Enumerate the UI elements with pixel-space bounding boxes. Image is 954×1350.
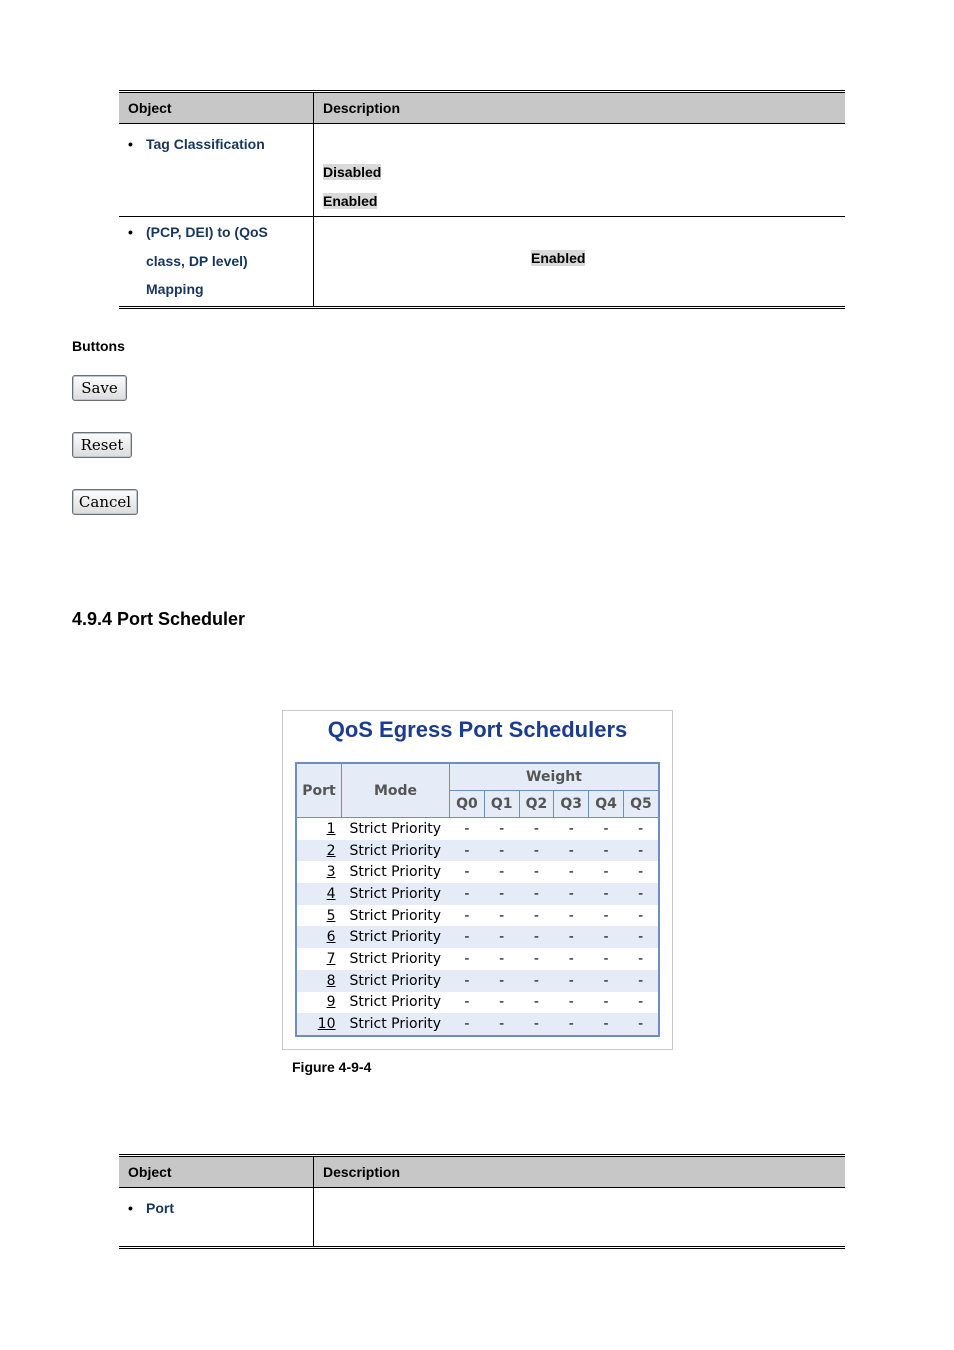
weight-cell: -: [623, 926, 659, 948]
weight-cell: -: [533, 820, 539, 837]
weight-cell: -: [484, 883, 519, 905]
table-row: [296, 818, 659, 840]
option-value: Enabled: [323, 193, 378, 209]
weight-cell: -: [499, 907, 505, 924]
object-column-header: Object: [119, 1156, 314, 1188]
port-link[interactable]: 5: [326, 907, 336, 924]
port-link[interactable]: 9: [326, 994, 336, 1011]
weight-cell: -: [623, 1013, 659, 1036]
mode-column-header: Mode: [342, 763, 450, 818]
figure-title: QoS Egress Port Schedulers: [327, 717, 628, 742]
bullet-icon: •: [128, 224, 133, 240]
weight-cell: -: [533, 950, 539, 967]
weight-cell: -: [603, 907, 609, 924]
weight-cell: -: [450, 840, 485, 862]
port-link[interactable]: 8: [296, 970, 342, 992]
weight-cell: -: [589, 1013, 624, 1036]
object-column-header: Object: [119, 92, 314, 124]
table-row: [296, 840, 659, 862]
weight-cell: -: [519, 970, 554, 992]
description-column-header: Description: [314, 92, 846, 124]
schedulers-table: [295, 762, 660, 1037]
weight-cell: -: [554, 1013, 589, 1036]
weight-cell: -: [533, 864, 539, 881]
weight-cell: -: [464, 907, 470, 924]
port-link[interactable]: 2: [296, 840, 342, 862]
bullet-icon: •: [128, 136, 133, 152]
weight-cell: -: [554, 926, 589, 948]
weight-cell: -: [484, 1013, 519, 1036]
weight-cell: -: [623, 883, 659, 905]
table-row: [119, 1188, 845, 1248]
queue-column-header: Q0: [450, 791, 485, 818]
table-header-row: [119, 92, 845, 124]
weight-cell: -: [589, 840, 624, 862]
port-link[interactable]: 6: [296, 926, 342, 948]
table-row: [119, 217, 845, 308]
weight-cell: -: [519, 840, 554, 862]
mode-cell: Strict Priority: [349, 820, 441, 837]
object-table-1: [119, 90, 845, 309]
weight-cell: -: [568, 907, 574, 924]
weight-cell: -: [638, 994, 644, 1011]
object-table-2: [119, 1154, 845, 1249]
table-row: [296, 905, 659, 927]
qos-egress-port-schedulers-figure: [282, 710, 673, 1050]
save-button[interactable]: Save: [72, 375, 127, 401]
figure-caption: Figure 4-9-4: [292, 1059, 372, 1075]
weight-cell: -: [484, 840, 519, 862]
weight-cell: -: [450, 926, 485, 948]
weight-cell: -: [554, 883, 589, 905]
table-row: [296, 948, 659, 970]
weight-column-header: Weight: [450, 763, 660, 791]
bullet-icon: •: [128, 1200, 133, 1216]
weight-cell: -: [638, 864, 644, 881]
port-column-header: Port: [296, 763, 342, 818]
weight-cell: -: [450, 883, 485, 905]
weight-cell: -: [603, 864, 609, 881]
object-label: • Port: [119, 1188, 313, 1223]
weight-cell: -: [638, 907, 644, 924]
cancel-button[interactable]: Cancel: [72, 489, 138, 515]
table-row: [296, 926, 659, 948]
mode-cell: Strict Priority: [342, 840, 450, 862]
table-row: [296, 861, 659, 883]
port-link[interactable]: 1: [326, 820, 336, 837]
queue-column-header: Q4: [589, 791, 624, 818]
port-link[interactable]: 10: [296, 1013, 342, 1036]
weight-cell: -: [519, 883, 554, 905]
table-row: [296, 883, 659, 905]
buttons-heading: Buttons: [72, 338, 125, 354]
weight-cell: -: [484, 926, 519, 948]
weight-cell: -: [484, 970, 519, 992]
weight-cell: -: [568, 994, 574, 1011]
mode-cell: Strict Priority: [342, 970, 450, 992]
weight-cell: -: [499, 950, 505, 967]
weight-cell: -: [589, 926, 624, 948]
mode-cell: Strict Priority: [349, 950, 441, 967]
weight-cell: -: [519, 1013, 554, 1036]
weight-cell: -: [499, 994, 505, 1011]
weight-cell: -: [568, 864, 574, 881]
description-column-header: Description: [314, 1156, 846, 1188]
weight-cell: -: [519, 926, 554, 948]
weight-cell: -: [464, 950, 470, 967]
option-value: Enabled: [531, 250, 586, 266]
weight-cell: -: [554, 970, 589, 992]
weight-cell: -: [568, 950, 574, 967]
mode-cell: Strict Priority: [349, 994, 441, 1011]
weight-cell: -: [533, 907, 539, 924]
object-label: • (PCP, DEI) to (QoS class, DP level) Mapping: [119, 217, 313, 306]
mode-cell: Strict Priority: [342, 1013, 450, 1036]
section-title: 4.9.4 Port Scheduler: [72, 609, 246, 629]
weight-cell: -: [464, 994, 470, 1011]
table-row: [296, 992, 659, 1014]
weight-cell: -: [638, 820, 644, 837]
mode-cell: Strict Priority: [349, 864, 441, 881]
table-row: [296, 970, 659, 992]
table-row: [119, 124, 845, 217]
weight-cell: -: [603, 994, 609, 1011]
weight-cell: -: [589, 883, 624, 905]
queue-column-header: Q1: [484, 791, 519, 818]
port-link[interactable]: 3: [326, 864, 336, 881]
weight-cell: -: [638, 950, 644, 967]
weight-cell: -: [554, 840, 589, 862]
mode-cell: Strict Priority: [342, 883, 450, 905]
table-header-row: [119, 1156, 845, 1188]
weight-cell: -: [589, 970, 624, 992]
mode-cell: Strict Priority: [342, 926, 450, 948]
weight-cell: -: [499, 864, 505, 881]
weight-cell: -: [623, 840, 659, 862]
weight-cell: -: [450, 1013, 485, 1036]
port-link[interactable]: 4: [296, 883, 342, 905]
weight-cell: -: [464, 820, 470, 837]
reset-button[interactable]: Reset: [72, 432, 132, 458]
weight-cell: -: [603, 820, 609, 837]
option-value: Disabled: [323, 164, 382, 180]
object-label: • Tag Classification: [119, 124, 313, 159]
port-link[interactable]: 7: [326, 950, 336, 967]
queue-column-header: Q2: [519, 791, 554, 818]
weight-cell: -: [533, 994, 539, 1011]
weight-cell: -: [464, 864, 470, 881]
queue-column-header: Q3: [554, 791, 589, 818]
mode-cell: Strict Priority: [349, 907, 441, 924]
weight-cell: -: [450, 970, 485, 992]
table-row: [296, 1013, 659, 1036]
weight-cell: -: [603, 950, 609, 967]
weight-cell: -: [623, 970, 659, 992]
weight-cell: -: [568, 820, 574, 837]
table-header-row: [296, 763, 659, 791]
weight-cell: -: [499, 820, 505, 837]
queue-column-header: Q5: [623, 791, 659, 818]
